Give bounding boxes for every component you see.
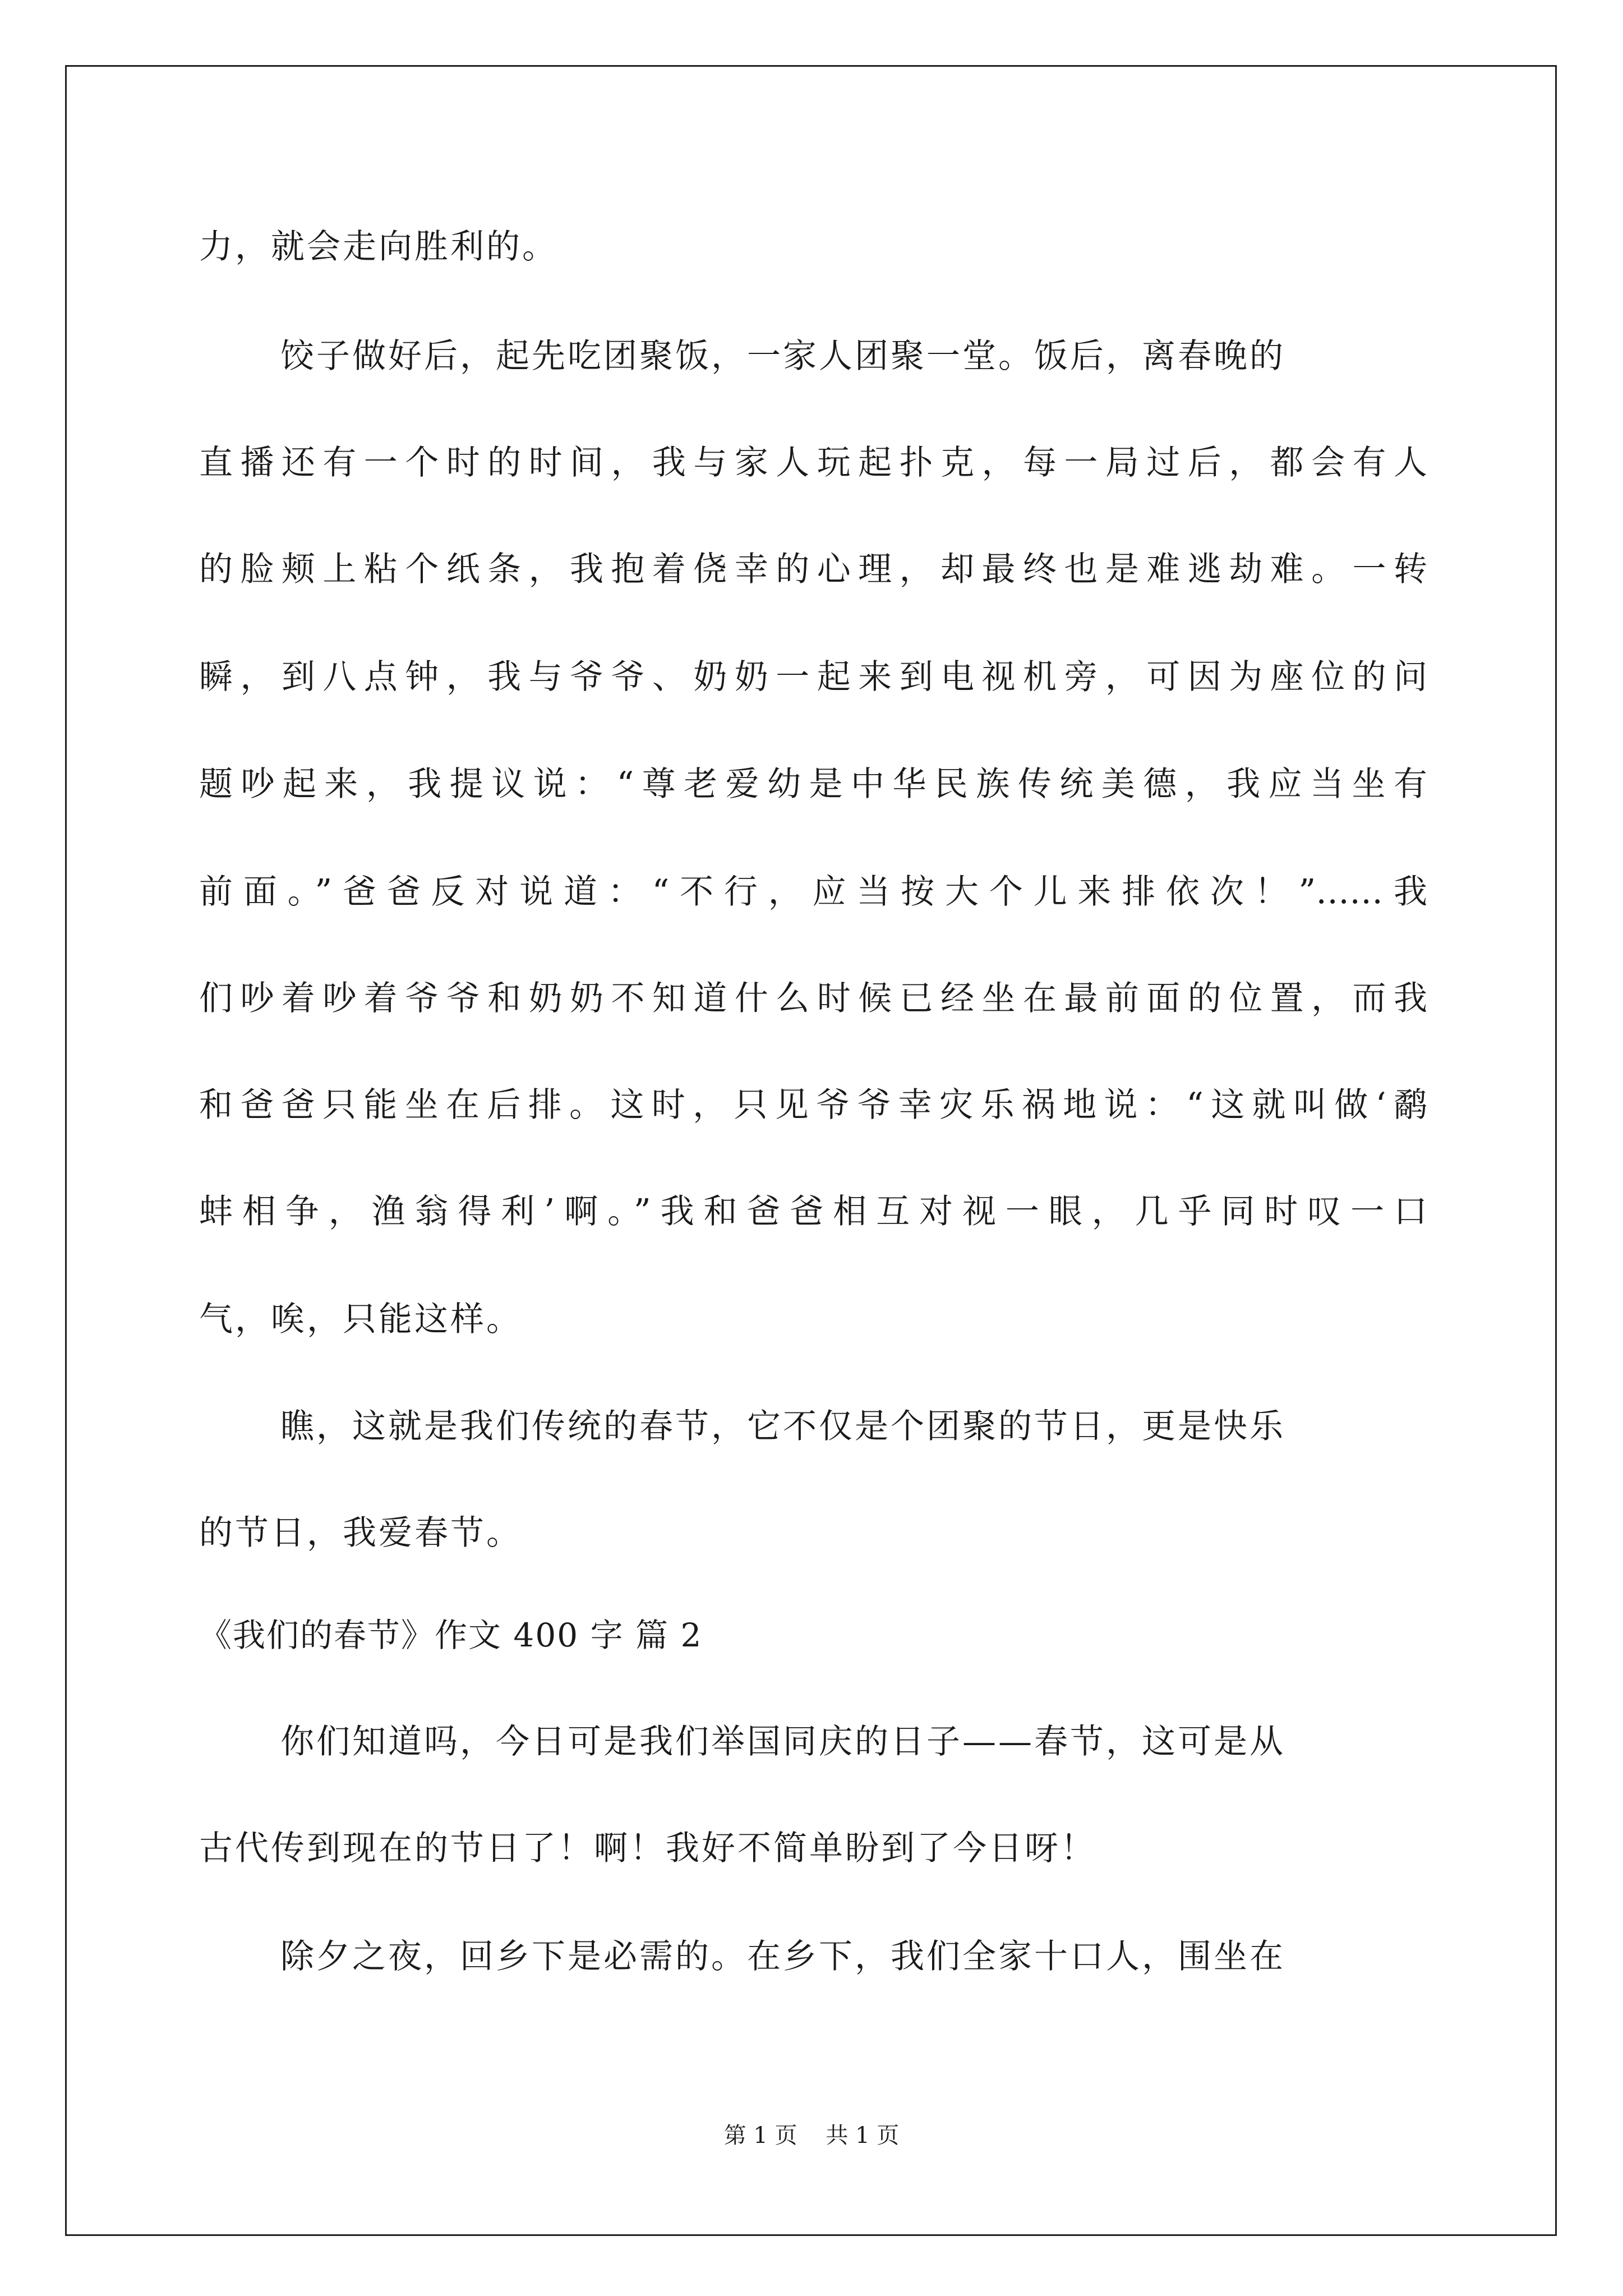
text-line: 力，就会走向胜利的。: [199, 227, 558, 266]
page-border: [65, 65, 1557, 2236]
text-line: 瞧，这就是我们传统的春节，它不仅是个团聚的节日，更是快乐: [280, 1407, 1285, 1446]
text-line: 气，唉，只能这样。: [199, 1300, 522, 1339]
text-line: 题吵起来，我提议说：“尊老爱幼是中华民族传统美德，我应当坐有: [199, 765, 1427, 804]
text-line: 的脸颊上粘个纸条，我抱着侥幸的心理，却最终也是难逃劫难。一转: [199, 550, 1427, 589]
text-line: 饺子做好后，起先吃团聚饭，一家人团聚一堂。饭后，离春晚的: [280, 337, 1285, 376]
section-heading: 《我们的春节》作文 400 字 篇 2: [199, 1616, 703, 1654]
text-line: 蚌相争，渔翁得利’啊。”我和爸爸相互对视一眼，几乎同时叹一口: [199, 1192, 1427, 1231]
text-line: 的节日，我爱春节。: [199, 1513, 522, 1553]
text-line: 瞬，到八点钟，我与爷爷、奶奶一起来到电视机旁，可因为座位的问: [199, 657, 1427, 697]
page-number-footer: 第 1 页 共 1 页: [723, 2123, 900, 2148]
text-line: 们吵着吵着爷爷和奶奶不知道什么时候已经坐在最前面的位置，而我: [199, 979, 1427, 1018]
text-line: 前面。”爸爸反对说道：“不行，应当按大个儿来排依次！”……我: [199, 872, 1427, 912]
text-line: 你们知道吗，今日可是我们举国同庆的日子——春节，这可是从: [280, 1722, 1285, 1761]
text-line: 和爸爸只能坐在后排。这时，只见爷爷幸灾乐祸地说：“这就叫做‘鹬: [199, 1085, 1427, 1125]
text-line: 除夕之夜，回乡下是必需的。在乡下，我们全家十口人，围坐在: [280, 1937, 1285, 1976]
text-line: 古代传到现在的节日了！啊！我好不简单盼到了今日呀！: [199, 1829, 1096, 1868]
text-line: 直播还有一个时的时间，我与家人玩起扑克，每一局过后，都会有人: [199, 443, 1427, 482]
